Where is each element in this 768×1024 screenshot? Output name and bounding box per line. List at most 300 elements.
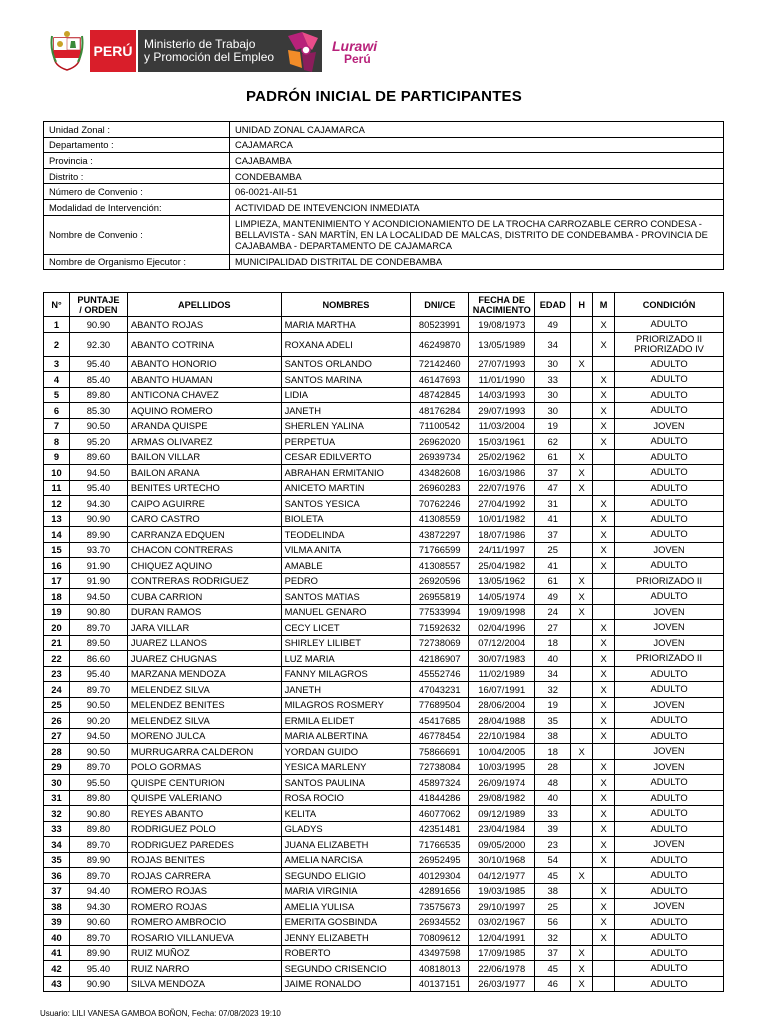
cell-fecha: 09/12/1989 (469, 806, 535, 822)
cell-condicion (615, 434, 724, 450)
cell-dni: 42351481 (411, 821, 469, 837)
cell-puntaje: 89.70 (69, 868, 127, 884)
col-puntaje-line-1: PUNTAJE (77, 294, 120, 305)
ministry-line-1: Ministerio de Trabajo (144, 37, 256, 51)
cell-condicion (615, 837, 724, 853)
cell-dni: 26920596 (411, 573, 469, 589)
cell-edad: 40 (535, 790, 571, 806)
cell-puntaje: 95.40 (69, 961, 127, 977)
table-row (44, 914, 724, 930)
cell-h (571, 651, 593, 667)
cell-n: 21 (44, 635, 70, 651)
cell-m: X (593, 759, 615, 775)
cell-n: 15 (44, 542, 70, 558)
table-row (44, 620, 724, 636)
cell-puntaje: 90.50 (69, 418, 127, 434)
table-row (44, 837, 724, 853)
cell-m: X (593, 728, 615, 744)
cell-dni: 45417685 (411, 713, 469, 729)
cell-puntaje: 89.80 (69, 387, 127, 403)
cell-apellidos: BAILON VILLAR (127, 449, 281, 465)
table-row (44, 728, 724, 744)
condicion-value: JOVEN (653, 745, 685, 757)
cell-condicion (615, 666, 724, 682)
cell-n: 24 (44, 682, 70, 698)
col-n: N° (44, 293, 70, 317)
cell-edad: 41 (535, 511, 571, 527)
cell-h (571, 542, 593, 558)
cell-edad: 19 (535, 697, 571, 713)
cell-dni: 72738069 (411, 635, 469, 651)
lurawi-logo-icon (282, 28, 328, 76)
table-row (44, 930, 724, 946)
cell-n: 22 (44, 651, 70, 667)
cell-apellidos: BENITES URTECHO (127, 480, 281, 496)
cell-fecha: 24/11/1997 (469, 542, 535, 558)
cell-dni: 46077062 (411, 806, 469, 822)
cell-nombres: GLADYS (281, 821, 411, 837)
cell-edad: 41 (535, 558, 571, 574)
condicion-value: ADULTO (650, 683, 688, 695)
cell-edad: 45 (535, 868, 571, 884)
cell-condicion (615, 465, 724, 481)
table-row (44, 511, 724, 527)
cell-edad: 47 (535, 480, 571, 496)
cell-fecha: 30/07/1983 (469, 651, 535, 667)
cell-apellidos: DURAN RAMOS (127, 604, 281, 620)
col-condicion: CONDICIÓN (615, 293, 724, 317)
cell-fecha: 17/09/1985 (469, 945, 535, 961)
cell-dni: 26939734 (411, 449, 469, 465)
cell-puntaje: 89.80 (69, 790, 127, 806)
cell-fecha: 13/05/1989 (469, 332, 535, 356)
cell-fecha: 07/12/2004 (469, 635, 535, 651)
col-puntaje-line-2: / ORDEN (79, 304, 118, 315)
cell-h: X (571, 744, 593, 760)
cell-n: 16 (44, 558, 70, 574)
cell-apellidos: ROMERO ROJAS (127, 883, 281, 899)
cell-dni: 71592632 (411, 620, 469, 636)
cell-m: X (593, 542, 615, 558)
cell-m: X (593, 837, 615, 853)
condicion-value: ADULTO (650, 373, 688, 385)
cell-m (593, 976, 615, 992)
cell-fecha: 03/02/1967 (469, 914, 535, 930)
table-row (44, 976, 724, 992)
table-row (44, 573, 724, 589)
cell-apellidos: CARO CASTRO (127, 511, 281, 527)
cell-nombres: SHIRLEY LILIBET (281, 635, 411, 651)
cell-apellidos: ROJAS CARRERA (127, 868, 281, 884)
cell-edad: 35 (535, 713, 571, 729)
cell-fecha: 04/12/1977 (469, 868, 535, 884)
cell-apellidos: CUBA CARRION (127, 589, 281, 605)
cell-h (571, 434, 593, 450)
cell-condicion (615, 868, 724, 884)
cell-dni: 75866691 (411, 744, 469, 760)
cell-h (571, 527, 593, 543)
cell-condicion (615, 682, 724, 698)
cell-nombres: ROXANA ADELI (281, 332, 411, 356)
cell-m (593, 868, 615, 884)
cell-dni: 73575673 (411, 899, 469, 915)
cell-puntaje: 95.20 (69, 434, 127, 450)
cell-edad: 61 (535, 449, 571, 465)
cell-apellidos: MELENDEZ SILVA (127, 682, 281, 698)
table-row (44, 372, 724, 388)
info-value: ACTIVIDAD DE INTEVENCION INMEDIATA (230, 199, 724, 215)
cell-dni: 48176284 (411, 403, 469, 419)
condicion-value: ADULTO (650, 915, 688, 927)
cell-nombres: ABRAHAN ERMITANIO (281, 465, 411, 481)
info-row (44, 184, 724, 200)
cell-edad: 31 (535, 496, 571, 512)
cell-h (571, 635, 593, 651)
cell-edad: 33 (535, 806, 571, 822)
cell-puntaje: 85.30 (69, 403, 127, 419)
cell-h: X (571, 868, 593, 884)
cell-apellidos: ARANDA QUISPE (127, 418, 281, 434)
cell-nombres: ROBERTO (281, 945, 411, 961)
cell-edad: 40 (535, 651, 571, 667)
col-puntaje (69, 293, 127, 317)
cell-puntaje: 90.80 (69, 806, 127, 822)
lurawi-peru-word: Perú (344, 52, 371, 66)
cell-edad: 30 (535, 403, 571, 419)
cell-dni: 41844286 (411, 790, 469, 806)
cell-n: 19 (44, 604, 70, 620)
condicion-value: ADULTO (650, 667, 688, 679)
cell-dni: 43482608 (411, 465, 469, 481)
info-label: Nombre de Organismo Ejecutor : (44, 254, 230, 270)
table-row (44, 635, 724, 651)
cell-m (593, 744, 615, 760)
cell-n: 36 (44, 868, 70, 884)
cell-nombres: SANTOS PAULINA (281, 775, 411, 791)
cell-m: X (593, 372, 615, 388)
cell-puntaje: 90.90 (69, 976, 127, 992)
cell-condicion (615, 496, 724, 512)
cell-edad: 19 (535, 418, 571, 434)
col-nombres: NOMBRES (281, 293, 411, 317)
cell-apellidos: CAIPO AGUIRRE (127, 496, 281, 512)
cell-apellidos: JUAREZ CHUGNAS (127, 651, 281, 667)
cell-h: X (571, 449, 593, 465)
cell-nombres: YESICA MARLENY (281, 759, 411, 775)
cell-edad: 32 (535, 930, 571, 946)
cell-nombres: SANTOS MATIAS (281, 589, 411, 605)
cell-edad: 54 (535, 852, 571, 868)
cell-m (593, 573, 615, 589)
table-row (44, 589, 724, 605)
table-row (44, 790, 724, 806)
cell-n: 29 (44, 759, 70, 775)
cell-condicion (615, 317, 724, 333)
cell-n: 23 (44, 666, 70, 682)
cell-apellidos: RODRIGUEZ POLO (127, 821, 281, 837)
cell-m: X (593, 852, 615, 868)
cell-h (571, 837, 593, 853)
cell-n: 5 (44, 387, 70, 403)
table-row (44, 713, 724, 729)
cell-puntaje: 89.70 (69, 930, 127, 946)
cell-edad: 37 (535, 527, 571, 543)
cell-h (571, 332, 593, 356)
cell-h (571, 883, 593, 899)
cell-fecha: 16/03/1986 (469, 465, 535, 481)
cell-h: X (571, 589, 593, 605)
cell-condicion (615, 852, 724, 868)
cell-h (571, 558, 593, 574)
cell-n: 38 (44, 899, 70, 915)
cell-fecha: 14/05/1974 (469, 589, 535, 605)
cell-edad: 24 (535, 604, 571, 620)
cell-dni: 26934552 (411, 914, 469, 930)
cell-h (571, 317, 593, 333)
cell-nombres: ROSA ROCIO (281, 790, 411, 806)
cell-fecha: 26/09/1974 (469, 775, 535, 791)
cell-n: 1 (44, 317, 70, 333)
cell-n: 25 (44, 697, 70, 713)
cell-dni: 71100542 (411, 418, 469, 434)
cell-dni: 41308559 (411, 511, 469, 527)
cell-condicion (615, 790, 724, 806)
cell-apellidos: POLO GORMAS (127, 759, 281, 775)
info-label: Departamento : (44, 137, 230, 153)
cell-apellidos: ROJAS BENITES (127, 852, 281, 868)
cell-nombres: CESAR EDILVERTO (281, 449, 411, 465)
col-apellidos: APELLIDOS (127, 293, 281, 317)
condicion-value: ADULTO (650, 559, 688, 571)
cell-m: X (593, 697, 615, 713)
cell-puntaje: 91.90 (69, 573, 127, 589)
table-row (44, 496, 724, 512)
info-value: CAJAMARCA (230, 137, 724, 153)
cell-n: 32 (44, 806, 70, 822)
table-row (44, 542, 724, 558)
cell-h: X (571, 976, 593, 992)
cell-h (571, 682, 593, 698)
convenio-info-table (43, 121, 724, 270)
cell-n: 28 (44, 744, 70, 760)
table-row (44, 356, 724, 372)
cell-n: 2 (44, 332, 70, 356)
cell-nombres: SANTOS MARINA (281, 372, 411, 388)
cell-fecha: 22/10/1984 (469, 728, 535, 744)
cell-dni: 41308557 (411, 558, 469, 574)
cell-h (571, 930, 593, 946)
cell-puntaje: 90.20 (69, 713, 127, 729)
cell-fecha: 11/03/2004 (469, 418, 535, 434)
cell-condicion (615, 883, 724, 899)
condicion-value: ADULTO (650, 729, 688, 741)
col-dni: DNI/CE (411, 293, 469, 317)
cell-h: X (571, 573, 593, 589)
cell-condicion (615, 620, 724, 636)
cell-m: X (593, 713, 615, 729)
cell-apellidos: QUISPE CENTURION (127, 775, 281, 791)
cell-nombres: PERPETUA (281, 434, 411, 450)
condicion-value-2: PRIORIZADO IV (634, 343, 704, 354)
cell-m: X (593, 682, 615, 698)
cell-n: 37 (44, 883, 70, 899)
cell-condicion (615, 697, 724, 713)
cell-edad: 18 (535, 635, 571, 651)
cell-m (593, 465, 615, 481)
cell-m: X (593, 775, 615, 791)
page-header (46, 28, 726, 80)
cell-fecha: 10/01/1982 (469, 511, 535, 527)
condicion-value: ADULTO (650, 884, 688, 896)
info-row (44, 153, 724, 169)
cell-m (593, 604, 615, 620)
cell-puntaje: 93.70 (69, 542, 127, 558)
cell-dni: 26955819 (411, 589, 469, 605)
table-row (44, 697, 724, 713)
cell-m: X (593, 806, 615, 822)
condicion-value: ADULTO (650, 528, 688, 540)
col-fecha-line-1: FECHA DE (478, 294, 526, 305)
condicion-value: ADULTO (650, 822, 688, 834)
cell-nombres: LUZ MARIA (281, 651, 411, 667)
cell-n: 18 (44, 589, 70, 605)
cell-n: 26 (44, 713, 70, 729)
cell-fecha: 18/07/1986 (469, 527, 535, 543)
cell-m: X (593, 527, 615, 543)
cell-h (571, 728, 593, 744)
cell-nombres: AMELIA NARCISA (281, 852, 411, 868)
info-label: Número de Convenio : (44, 184, 230, 200)
cell-apellidos: ABANTO HONORIO (127, 356, 281, 372)
cell-puntaje: 94.30 (69, 496, 127, 512)
cell-h (571, 666, 593, 682)
cell-m: X (593, 496, 615, 512)
cell-m: X (593, 930, 615, 946)
cell-edad: 49 (535, 589, 571, 605)
cell-condicion (615, 728, 724, 744)
cell-dni: 71766535 (411, 837, 469, 853)
cell-fecha: 02/04/1996 (469, 620, 535, 636)
cell-apellidos: ABANTO HUAMAN (127, 372, 281, 388)
cell-puntaje: 90.90 (69, 317, 127, 333)
cell-edad: 48 (535, 775, 571, 791)
cell-nombres: JAIME RONALDO (281, 976, 411, 992)
cell-fecha: 19/08/1973 (469, 317, 535, 333)
cell-n: 33 (44, 821, 70, 837)
condicion-value: ADULTO (650, 404, 688, 416)
cell-edad: 61 (535, 573, 571, 589)
cell-fecha: 22/07/1976 (469, 480, 535, 496)
condicion-value: PRIORIZADO II (635, 652, 703, 664)
cell-h (571, 775, 593, 791)
cell-puntaje: 89.60 (69, 449, 127, 465)
cell-puntaje: 89.90 (69, 527, 127, 543)
cell-condicion (615, 961, 724, 977)
condicion-value: ADULTO (650, 590, 688, 602)
cell-nombres: BIOLETA (281, 511, 411, 527)
info-row (44, 168, 724, 184)
cell-edad: 30 (535, 356, 571, 372)
condicion-value: ADULTO (650, 357, 688, 369)
cell-m (593, 480, 615, 496)
condicion-value: JOVEN (653, 605, 685, 617)
table-row (44, 604, 724, 620)
cell-puntaje: 89.70 (69, 837, 127, 853)
cell-dni: 45897324 (411, 775, 469, 791)
cell-fecha: 14/03/1993 (469, 387, 535, 403)
cell-nombres: JANETH (281, 403, 411, 419)
condicion-value: ADULTO (650, 869, 688, 881)
cell-h (571, 899, 593, 915)
cell-nombres: MARIA MARTHA (281, 317, 411, 333)
col-edad: EDAD (535, 293, 571, 317)
col-fecha-line-2: NACIMIENTO (472, 304, 531, 315)
cell-edad: 18 (535, 744, 571, 760)
cell-condicion (615, 914, 724, 930)
condicion-value: JOVEN (653, 543, 685, 555)
table-row (44, 317, 724, 333)
cell-m: X (593, 418, 615, 434)
cell-nombres: ERMILA ELIDET (281, 713, 411, 729)
cell-n: 30 (44, 775, 70, 791)
cell-puntaje: 89.90 (69, 945, 127, 961)
cell-h (571, 821, 593, 837)
cell-h (571, 852, 593, 868)
cell-n: 39 (44, 914, 70, 930)
cell-edad: 25 (535, 899, 571, 915)
cell-nombres: SANTOS ORLANDO (281, 356, 411, 372)
cell-nombres: EMERITA GOSBINDA (281, 914, 411, 930)
cell-n: 17 (44, 573, 70, 589)
cell-apellidos: RUIZ MUÑOZ (127, 945, 281, 961)
cell-h: X (571, 465, 593, 481)
info-value: CONDEBAMBA (230, 168, 724, 184)
cell-fecha: 28/06/2004 (469, 697, 535, 713)
cell-nombres: MANUEL GENARO (281, 604, 411, 620)
participants-table (43, 292, 724, 992)
cell-edad: 28 (535, 759, 571, 775)
cell-apellidos: RODRIGUEZ PAREDES (127, 837, 281, 853)
table-row (44, 945, 724, 961)
info-value: MUNICIPALIDAD DISTRITAL DE CONDEBAMBA (230, 254, 724, 270)
table-row (44, 387, 724, 403)
cell-m: X (593, 511, 615, 527)
info-row (44, 199, 724, 215)
table-row (44, 403, 724, 419)
cell-nombres: TEODELINDA (281, 527, 411, 543)
cell-m: X (593, 635, 615, 651)
cell-nombres: JANETH (281, 682, 411, 698)
cell-h: X (571, 480, 593, 496)
cell-apellidos: MORENO JULCA (127, 728, 281, 744)
cell-fecha: 12/04/1991 (469, 930, 535, 946)
cell-dni: 71766599 (411, 542, 469, 558)
condicion-value: ADULTO (650, 853, 688, 865)
cell-edad: 38 (535, 883, 571, 899)
table-header-row (44, 293, 724, 317)
page-title: PADRÓN INICIAL DE PARTICIPANTES (246, 88, 522, 105)
cell-m: X (593, 899, 615, 915)
cell-condicion (615, 589, 724, 605)
cell-h (571, 372, 593, 388)
cell-dni: 46778454 (411, 728, 469, 744)
cell-puntaje: 91.90 (69, 558, 127, 574)
cell-n: 9 (44, 449, 70, 465)
cell-edad: 46 (535, 976, 571, 992)
cell-puntaje: 90.80 (69, 604, 127, 620)
cell-m (593, 449, 615, 465)
table-row (44, 821, 724, 837)
